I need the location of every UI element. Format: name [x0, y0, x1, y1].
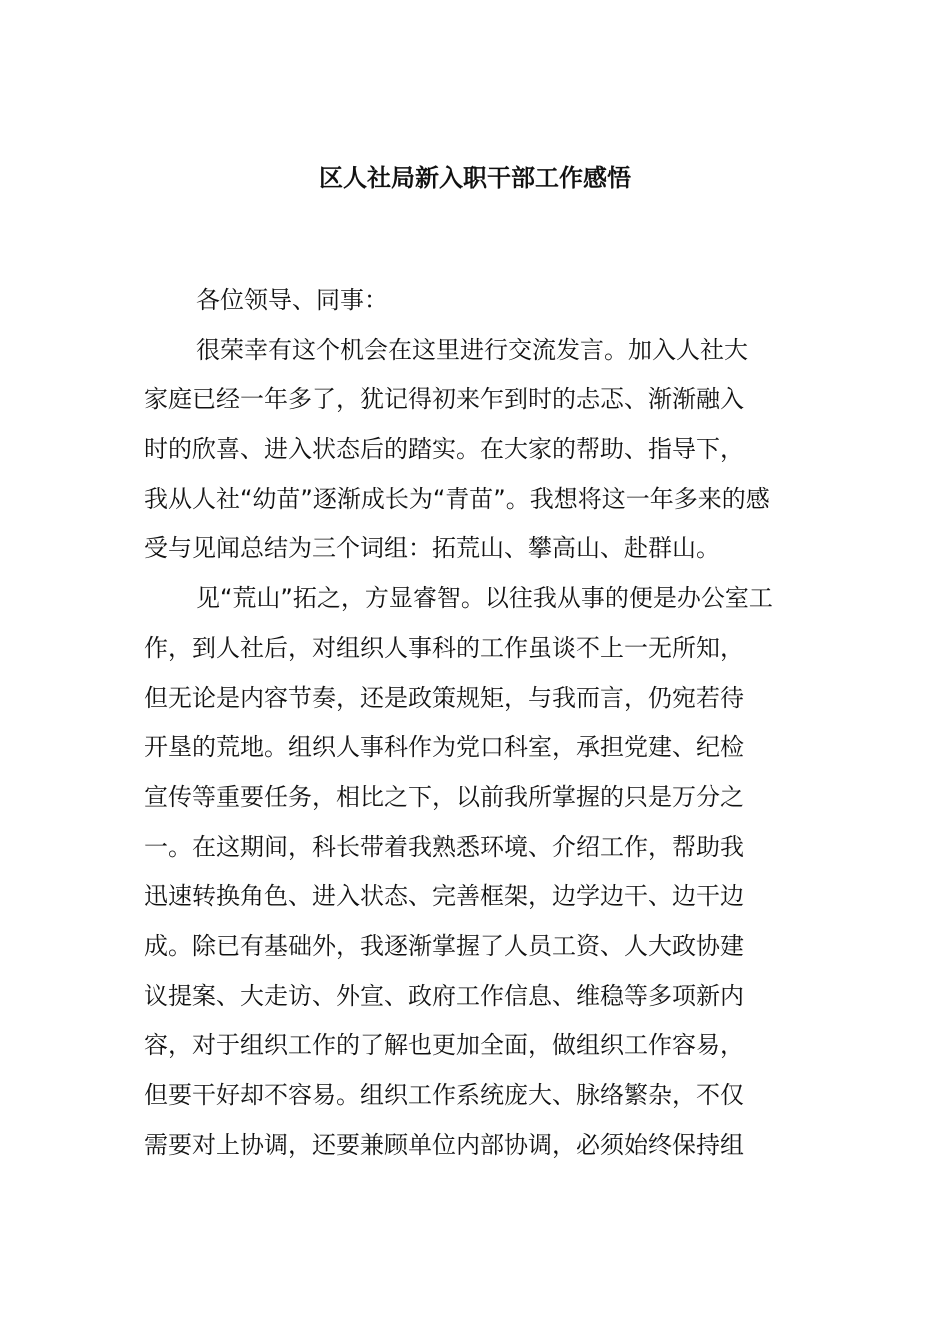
paragraph-line: 见“荒山”拓之，方显睿智。以往我从事的便是办公室工 [196, 584, 773, 613]
paragraph-line: 受与见闻总结为三个词组：拓荒山、攀高山、赴群山。 [144, 534, 720, 563]
paragraph-line: 家庭已经一年多了，犹记得初来乍到时的忐忑、渐渐融入 [144, 385, 744, 414]
document-body [144, 276, 806, 1170]
paragraph-line: 宣传等重要任务，相比之下，以前我所掌握的只是万分之 [144, 782, 744, 811]
paragraph-line: 需要对上协调，还要兼顾单位内部协调，必须始终保持组 [144, 1130, 744, 1159]
paragraph-line: 开垦的荒地。组织人事科作为党口科室，承担党建、纪检 [144, 733, 744, 762]
paragraph-line: 但无论是内容节奏，还是政策规矩，与我而言，仍宛若待 [144, 683, 744, 712]
paragraph-line: 很荣幸有这个机会在这里进行交流发言。加入人社大 [196, 335, 748, 364]
salutation: 各位领导、同事： [196, 286, 388, 314]
paragraph-line: 作，到人社后，对组织人事科的工作虽谈不上一无所知， [144, 633, 744, 662]
paragraph-line: 一。在这期间，科长带着我熟悉环境、介绍工作，帮助我 [144, 832, 744, 861]
paragraph-line: 容，对于组织工作的了解也更加全面，做组织工作容易， [144, 1031, 744, 1060]
paragraph-line: 我从人社“幼苗”逐渐成长为“青苗”。我想将这一年多来的感 [144, 484, 770, 513]
paragraph-line: 时的欣喜、进入状态后的踏实。在大家的帮助、指导下， [144, 435, 744, 464]
paragraph-line: 成。除已有基础外，我逐渐掌握了人员工资、人大政协建 [144, 931, 744, 960]
paragraph-line: 迅速转换角色、进入状态、完善框架，边学边干、边干边 [144, 882, 744, 911]
paragraph-line: 但要干好却不容易。组织工作系统庞大、脉络繁杂，不仅 [144, 1081, 744, 1109]
document-title: 区人社局新入职干部工作感悟 [319, 164, 631, 192]
paragraph-line: 议提案、大走访、外宣、政府工作信息、维稳等多项新内 [144, 981, 744, 1010]
